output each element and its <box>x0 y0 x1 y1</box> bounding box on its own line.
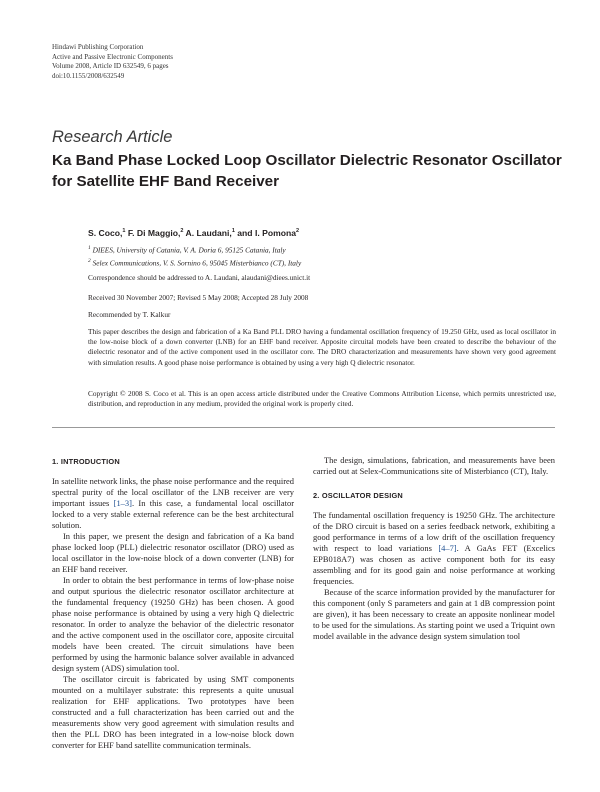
doi-link[interactable]: doi:10.1155/2008/632549 <box>52 71 125 80</box>
article-type: Research Article <box>52 128 173 146</box>
intro-paragraph: In this paper, we present the design and fabrication of a Ka band phase locked loop (PLL) dielectric resonator oscillator (DRO) used as local oscillator in the low-noise block of a down converter (LNB) for an EHF band receiver. <box>52 531 294 574</box>
author-affil-sup: 1 <box>231 228 235 234</box>
citation-link[interactable]: [1–3] <box>113 498 132 508</box>
oscillator-paragraph: The fundamental oscillation frequency is 19250 GHz. The architecture of the DRO circuit is based on a series feedback network, exhibiting a good performance in terms of a low drift of the oscillation frequency with respect to load variations [4–7]. A GaAs FET (Excelics EPB018A7) was chosen as active component both for its easy assembling and for its good gain and noise performance at working frequencies. <box>313 510 555 586</box>
journal-header <box>52 43 173 81</box>
copyright-notice: Copyright © 2008 S. Coco et al. This is an open access article distributed under the Creative Commons Attribution License, which permits unrestricted use, distribution, and reproduction in any medium, provided the original work is properly cited. <box>88 389 556 409</box>
journal-name: Active and Passive Electronic Components <box>52 52 173 61</box>
author-name: I. Pomona <box>254 227 297 238</box>
affiliation-item: $^1$ DIEES, University of Catania, V. A. Doria 6, 95125 Catania, Italy <box>88 245 286 255</box>
author-affil-sup: 1 <box>122 228 126 234</box>
intro-paragraph: In order to obtain the best performance in terms of low-phase noise and output spurious the dielectric resonator oscillator architecture at the fundamental frequency (19250 GHz) has been chosen. A good phase noise performance is obtained by using a very high Q dielectric resonator. In order to analyze the behavior of the dielectric resonator and the active component used in the oscillator core, apposite circuital models have been created. The circuit simulations have been performed by using the harmonic balance solver available in advanced design system (ADS) simulation tool. <box>52 575 294 673</box>
received-dates: Received 30 November 2007; Revised 5 May 2008; Accepted 28 July 2008 <box>88 293 309 302</box>
paper-title: Ka Band Phase Locked Loop Oscillator Dielectric Resonator Oscillator for Satellite EHF Band Receiver <box>52 152 562 190</box>
author-name: F. Di Maggio, <box>127 227 181 238</box>
right-column <box>313 455 555 642</box>
publisher-line: Hindawi Publishing Corporation <box>52 43 144 51</box>
abstract: This paper describes the design and fabrication of a Ka Band PLL DRO having a fundamental oscillation frequency of 19.250 GHz, used as local oscillator in the low-noise block of a down converter (LNB) for an EHF band receiver. Apposite circuital models have been created to describe the behaviour of the dielectric resonator and of the active component used in the oscillator core. The DRO characterization and measurements have shown very good agreement with simulation results. A good phase noise performance is obtained by using a very high Q dielectric resonator. <box>88 327 556 367</box>
author-name: S. Coco, <box>88 227 123 238</box>
affiliations <box>88 243 558 268</box>
author-affil-sup: 2 <box>296 228 300 234</box>
header-divider <box>52 427 555 428</box>
author-list: S. Coco,$^1$ F. Di Maggio,$^2$ A. Laudani,$^1$ and I. Pomona$^2$ <box>88 227 300 238</box>
section-heading-introduction: 1. INTRODUCTION <box>52 457 120 466</box>
correspondence: Correspondence should be addressed to A. Laudani, alaudani@diees.unict.it <box>88 273 311 282</box>
citation-link[interactable]: [4–7] <box>438 543 457 553</box>
section-heading-oscillator-design: 2. OSCILLATOR DESIGN <box>313 491 403 500</box>
left-column <box>52 455 294 751</box>
affiliation-item: $^2$ Selex Communications, V. S. Sornino 6, 95045 Misterbianco (CT), Italy <box>88 257 302 268</box>
intro-paragraph: The design, simulations, fabrication, and measurements have been carried out at Selex-Communications site of Misterbianco (CT), Italy. <box>313 455 555 476</box>
intro-paragraph: The oscillator circuit is fabricated by using SMT components mounted on a multilayer substrate: this represents a quite unusual realization for EHF applications. Two prototypes have been constructed and a full characterization has been carried out and the measurements show very good agreement with simulation results and then the PLL DRO has been integrated in a low-noise block down converter for EHF band satellite communication terminals. <box>52 674 294 750</box>
right-column-flow <box>313 455 555 642</box>
recommended-by: Recommended by T. Kalkur <box>88 310 171 319</box>
author-name: A. Laudani, <box>185 227 232 238</box>
volume-line: Volume 2008, Article ID 632549, 6 pages <box>52 62 169 70</box>
author-affil-sup: 2 <box>180 228 184 234</box>
oscillator-paragraph: Because of the scarce information provided by the manufacturer for this component (only S parameters and gain at 1 dB compression point are given), it has been necessary to create an apposite nonlinear model to be used for the simulations. As starting point we used a Triquint own model available in the advance design system simulation tool <box>313 587 555 641</box>
intro-paragraph: In satellite network links, the phase noise performance and the required spectral purity of the local oscillator of the LNB receiver are very important issues [1–3]. In this case, a fundamental local oscillator locked to a very stable external reference can be the best architectural solution. <box>52 476 294 530</box>
